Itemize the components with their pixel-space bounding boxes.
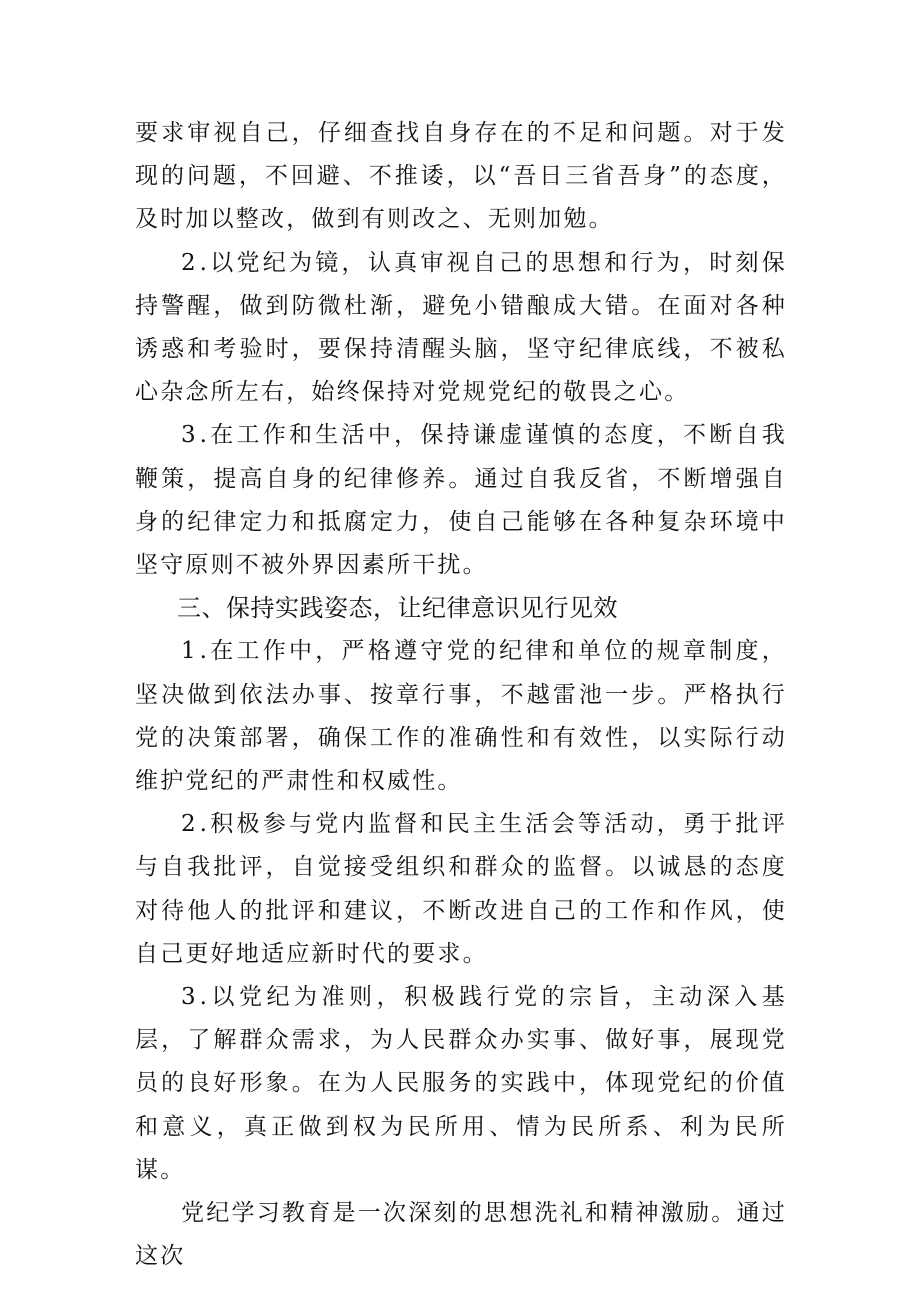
- item-number: 2: [181, 811, 200, 838]
- paragraph-text: 党纪学习教育是一次深刻的思想洗礼和精神激励。通过这次: [135, 1200, 787, 1270]
- numbered-item-2: [135, 803, 787, 976]
- item-number: 2: [181, 249, 200, 276]
- paragraph-continuation: [135, 112, 787, 242]
- item-number: 1: [181, 638, 200, 665]
- paragraph-plain: [135, 1192, 787, 1278]
- paragraph-text: 积极参与党内监督和民主生活会等活动，勇于批评与自我批评，自觉接受组织和群众的监督。以诚恳的态度对待他人的批评和建议，不断改进自己的工作和作风，使自己更好地适应新时代的要求。: [135, 811, 787, 967]
- numbered-item-3: [135, 414, 787, 587]
- paragraph-text: 在工作中，严格遵守党的纪律和单位的规章制度，坚决做到依法办事、按章行事，不越雷池一步。严格执行党的决策部署，确保工作的准确性和有效性，以实际行动维护党纪的严肃性和权威性。: [135, 638, 787, 795]
- paragraph-text: 以党纪为镜，认真审视自己的思想和行为，时刻保持警醒，做到防微杜渐，避免小错酿成大错。在面对各种诱惑和考验时，要保持清醒头脑，坚守纪律底线，不被私心杂念所左右，始终保持对党规党纪的敬畏之心。: [135, 249, 787, 406]
- item-separator: .: [199, 984, 210, 1011]
- item-separator: .: [199, 811, 210, 838]
- numbered-item-2: [135, 242, 787, 415]
- item-separator: .: [199, 638, 210, 665]
- numbered-item-1: [135, 630, 787, 803]
- document-body: [135, 112, 787, 1278]
- section-heading: [135, 587, 787, 630]
- paragraph-text: 要求审视自己，仔细查找自身存在的不足和问题。对于发现的问题，不回避、不推诿，以“吾日三省吾身”的态度，及时加以整改，做到有则改之、无则加勉。: [135, 120, 787, 233]
- paragraph-text: 以党纪为准则，积极践行党的宗旨，主动深入基层，了解群众需求，为人民群众办实事、做好事，展现党员的良好形象。在为人民服务的实践中，体现党纪的价值和意义，真正做到权为民所用、情为民所系、利为民所谋。: [135, 984, 787, 1183]
- numbered-item-3: [135, 976, 787, 1192]
- item-separator: .: [199, 422, 210, 449]
- item-separator: .: [199, 249, 210, 276]
- item-number: 3: [181, 422, 200, 449]
- section-heading-text: 三、保持实践姿态，让纪律意识见行见效: [177, 594, 618, 623]
- item-number: 3: [181, 984, 200, 1011]
- paragraph-text: 在工作和生活中，保持谦虚谨慎的态度，不断自我鞭策，提高自身的纪律修养。通过自我反省，不断增强自身的纪律定力和抵腐定力，使自己能够在各种复杂环境中坚守原则不被外界因素所干扰。: [135, 422, 787, 579]
